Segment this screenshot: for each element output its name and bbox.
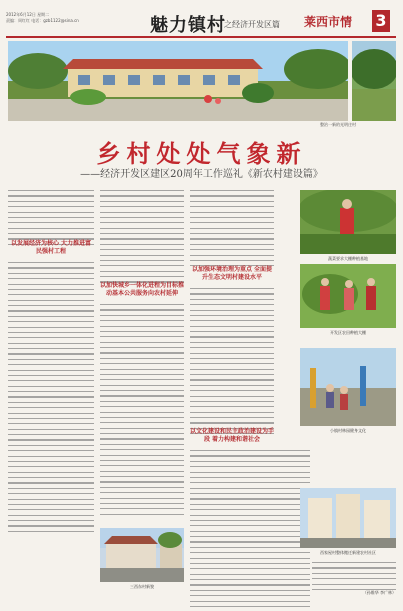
date-line: 2012年6月12日 星期二 [6,12,50,17]
header-rule [6,36,396,38]
residential-photo [300,488,396,548]
section-heading-1: 以发展经济为核心 大力推进富民强村工程 [10,240,92,255]
section-heading-4: 以文化建设和民主政治建设为手段 着力构建和谐社会 [190,428,275,443]
top-photo-caption: 整治一新的光明庄村 [320,122,356,127]
editor-line: 责编：周红红 电话：gzb1122@sina.cn [6,18,79,23]
column-1-text-bottom [8,262,94,536]
village-side-photo [352,41,396,121]
section-subtitle: 之经济开发区篇 [224,20,280,29]
byline: （孙维华 李广林） [362,590,396,595]
section-heading-2: 以加快城乡一体化进程为目标推动基本公共服务向农村延伸 [100,282,185,297]
column-3-text-top [190,190,274,271]
gym-photo-caption: 小镇村林园健身文化 [330,428,366,433]
crops-photo [300,264,396,328]
header-date-block [6,12,79,24]
subheadline: ——经济开发区建区20周年工作巡礼《新农村建设篇》 [80,169,323,180]
street-photo [100,528,184,582]
section-title: 魅力镇村 [150,15,226,36]
column-2-text-bottom [100,304,184,519]
greenhouse-photo [300,190,396,254]
page-number: 3 [372,10,390,32]
residential-photo-caption: 西家屋村整体搬迁新建农村社区 [320,550,376,555]
section-heading-3: 以加强环境治理为重点 全面提升生态文明村建设水平 [191,266,273,281]
column-3-text-middle [190,288,274,439]
column-2-text-top [100,190,184,287]
paper-name: 莱西市情 [304,15,353,29]
street-photo-caption: 三西东村新貌 [130,584,154,589]
page-header [0,0,403,40]
greenhouse-photo-caption: 蔬菜要求大棚种植基地 [328,256,368,261]
gym-photo [300,348,396,426]
crops-photo-caption: 开发区农田种植大棚 [330,330,366,335]
headline: 乡村处处气象新 [96,139,307,168]
village-photo [8,41,348,121]
column-3-text-bottom [190,450,310,611]
